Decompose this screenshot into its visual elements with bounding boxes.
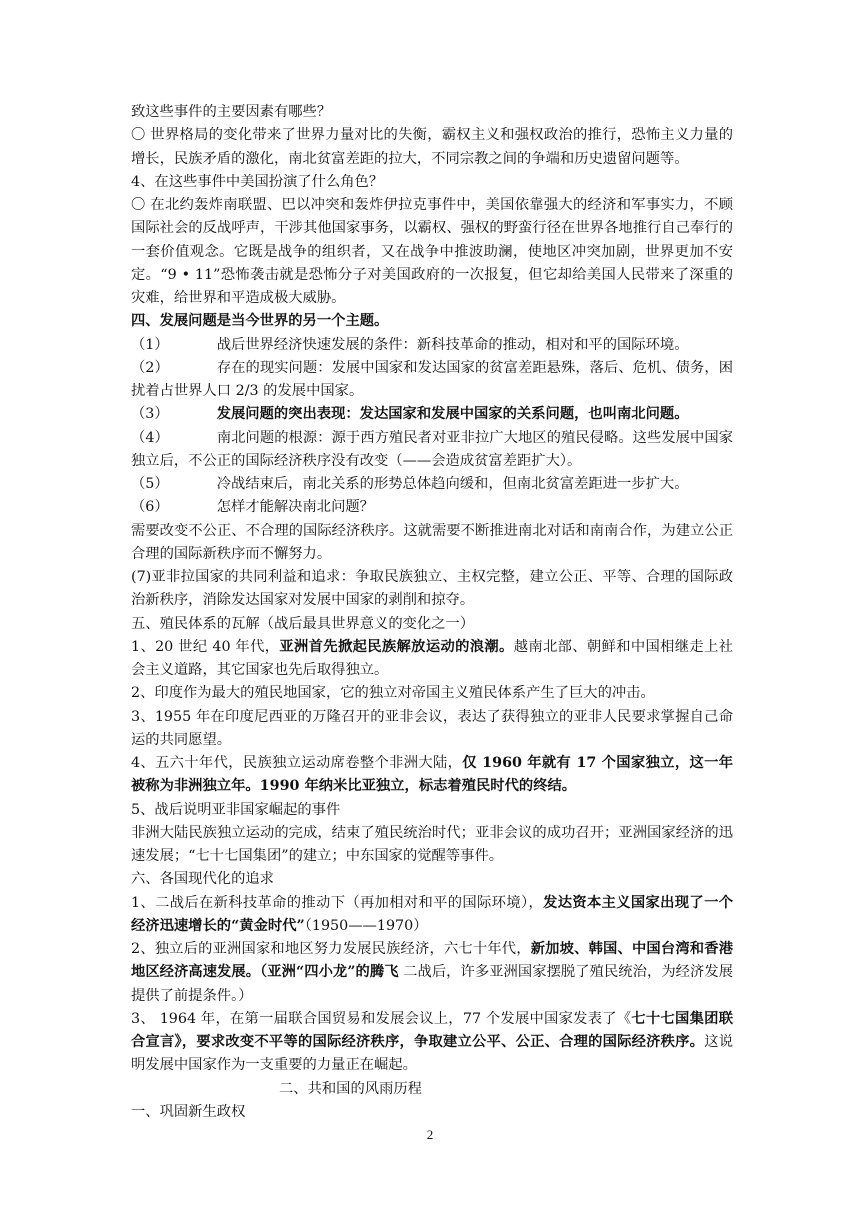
paragraph: [131, 101, 733, 124]
text: 1、20 世纪 40 年代，: [131, 638, 280, 655]
text: 怎样才能解决南北问题？: [216, 499, 374, 516]
bold-text: 仅 1960 年就有 17 个国家独立，这一年被称为非洲独立年。1990 年纳米比亚独立，标志着殖民时代的终结。: [131, 755, 733, 795]
text: 二、共和国的风雨历程: [279, 1080, 422, 1097]
paragraph: [131, 310, 733, 333]
text: 致这些事件的主要因素有哪些？: [131, 104, 332, 120]
list-number: （2）: [131, 359, 169, 376]
document-body: [131, 101, 733, 1124]
text: 3、 1964 年，在第一届联合国贸易和发展会议上，77 个发展中国家发表了《: [131, 1010, 632, 1027]
text: 1、二战后在新科技革命的推动下（再加相对和平的国际环境），: [131, 894, 544, 911]
paragraph: [131, 427, 733, 474]
text: 南北问题的根源：源于西方殖民者对亚非拉广大地区的殖民侵略。这些发展中国家独立后，不公正的国际经济秩序没有改变（——会造成贫富差距扩大）。: [131, 429, 733, 469]
list-number: （1）: [131, 336, 169, 353]
bold-text: 发展问题的突出表现：发达国家和发展中国家的关系问题，也叫南北问题。: [216, 406, 689, 423]
text: 4、在这些事件中美国扮演了什么角色？: [131, 173, 384, 190]
list-number: （4）: [131, 429, 169, 446]
paragraph: [131, 520, 733, 567]
paragraph: [131, 682, 733, 705]
paragraph: [131, 1101, 733, 1124]
section-title: [131, 1078, 733, 1101]
paragraph: [131, 822, 733, 869]
paragraph: [131, 124, 733, 171]
list-number: （5）: [131, 476, 169, 492]
text: 五、殖民体系的瓦解（战后最具世界意义的变化之一）: [131, 615, 475, 632]
bold-text: 七十七国集团联合宣言》，要求改变不平等的国际经济秩序，争取建立公平、公正、合理的国际经济秩序。: [131, 1010, 733, 1050]
text: 战后世界经济快速发展的条件：新科技革命的推动，相对和平的国际环境。: [216, 336, 689, 353]
paragraph: [131, 892, 733, 939]
paragraph: [131, 636, 733, 683]
paragraph: [131, 868, 733, 891]
bold-text: 四、发展问题是当今世界的另一个主题。: [131, 313, 389, 330]
bold-text: 新加坡、韩国、中国台湾和香港地区经济高速发展。（亚洲“四小龙”的腾飞: [131, 941, 734, 981]
paragraph: [131, 938, 733, 1008]
text: 二战后，许多亚洲国家摆脱了殖民统治，为经济发展提供了前提条件。）: [131, 964, 733, 1004]
paragraph: [131, 403, 733, 426]
list-number: （6）: [131, 499, 169, 516]
paragraph: [131, 334, 733, 357]
text: 4、五六十年代，民族独立运动席卷整个非洲大陆，: [131, 755, 463, 771]
text: （1950——1970）: [304, 917, 428, 934]
text: 非洲大陆民族独立运动的完成，结束了殖民统治时代；亚非会议的成功召开；亚洲国家经济的迅速发展；“七十七国集团”的建立；中东国家的觉醒等事件。: [131, 824, 733, 864]
text: 3、1955 年在印度尼西亚的万隆召开的亚非会议，表达了获得独立的亚非人民要求掌握自己命运的共同愿望。: [131, 708, 733, 748]
text: (7)亚非拉国家的共同利益和追求：争取民族独立、主权完整，建立公正、平等、合理的国际政治新秩序，消除发达国家对发展中国家的剥削和掠夺。: [131, 569, 733, 609]
text: 需要改变不公正、不合理的国际经济秩序。这就需要不断推进南北对话和南南合作，为建立公正合理的国际新秩序而不懈努力。: [131, 522, 733, 562]
text: 2、独立后的亚洲国家和地区努力发展民族经济，六七十年代，: [131, 941, 531, 957]
paragraph: [131, 357, 733, 404]
paragraph: [131, 799, 733, 822]
bold-text: 亚洲首先掀起民族解放运动的浪潮。: [279, 638, 514, 655]
text: 2、印度作为最大的殖民地国家，它的独立对帝国主义殖民体系产生了巨大的冲击。: [131, 685, 655, 702]
text: 冷战结束后，南北关系的形势总体趋向缓和，但南北贫富差距进一步扩大。: [216, 476, 689, 492]
bold-text: 发达资本主义国家出现了一个经济迅速增长的“黄金时代”: [131, 894, 733, 934]
paragraph: [131, 566, 733, 613]
paragraph: [131, 613, 733, 636]
text: 一、巩固新生政权: [131, 1103, 246, 1120]
text: 六、各国现代化的追求: [131, 871, 274, 888]
paragraph: [131, 473, 733, 496]
text: 5、战后说明亚非国家崛起的事件: [131, 801, 341, 818]
text: 越南北部、朝鲜和中国相继走上社会主义道路，其它国家也先后取得独立。: [131, 638, 734, 678]
paragraph: [131, 1008, 733, 1078]
text: 存在的现实问题：发展中国家和发达国家的贫富差距悬殊，落后、危机、债务，困扰着占世界人口 2/3 的发展中国家。: [131, 359, 733, 399]
paragraph: [131, 171, 733, 194]
paragraph: [131, 194, 733, 310]
paragraph: [131, 706, 733, 753]
text: 〇 在北约轰炸南联盟、巴以冲突和轰炸伊拉克事件中，美国依靠强大的经济和军事实力，不顾国际社会的反战呼声，干涉其他国家事务，以霸权、强权的野蛮行径在世界各地推行自己奉行的一套价值观念。它既是战争的组织者，又在战争中推波助澜，使地区冲突加剧，世界更加不安定。“9 • 11”恐怖袭击就是恐怖分子对美国政府的一次报复，但它却给美国人民带来了深重的灾难，给世界和平造成极大威胁。: [131, 197, 733, 306]
text: 〇 世界格局的变化带来了世界力量对比的失衡，霸权主义和强权政治的推行，恐怖主义力量的增长，民族矛盾的激化，南北贫富差距的拉大，不同宗教之间的争端和历史遗留问题等。: [131, 127, 733, 167]
paragraph: [131, 752, 733, 799]
page-number: 2: [426, 1127, 434, 1142]
text: 这说明发展中国家作为一支重要的力量正在崛起。: [131, 1034, 733, 1074]
paragraph: [131, 496, 733, 519]
list-number: （3）: [131, 406, 169, 423]
